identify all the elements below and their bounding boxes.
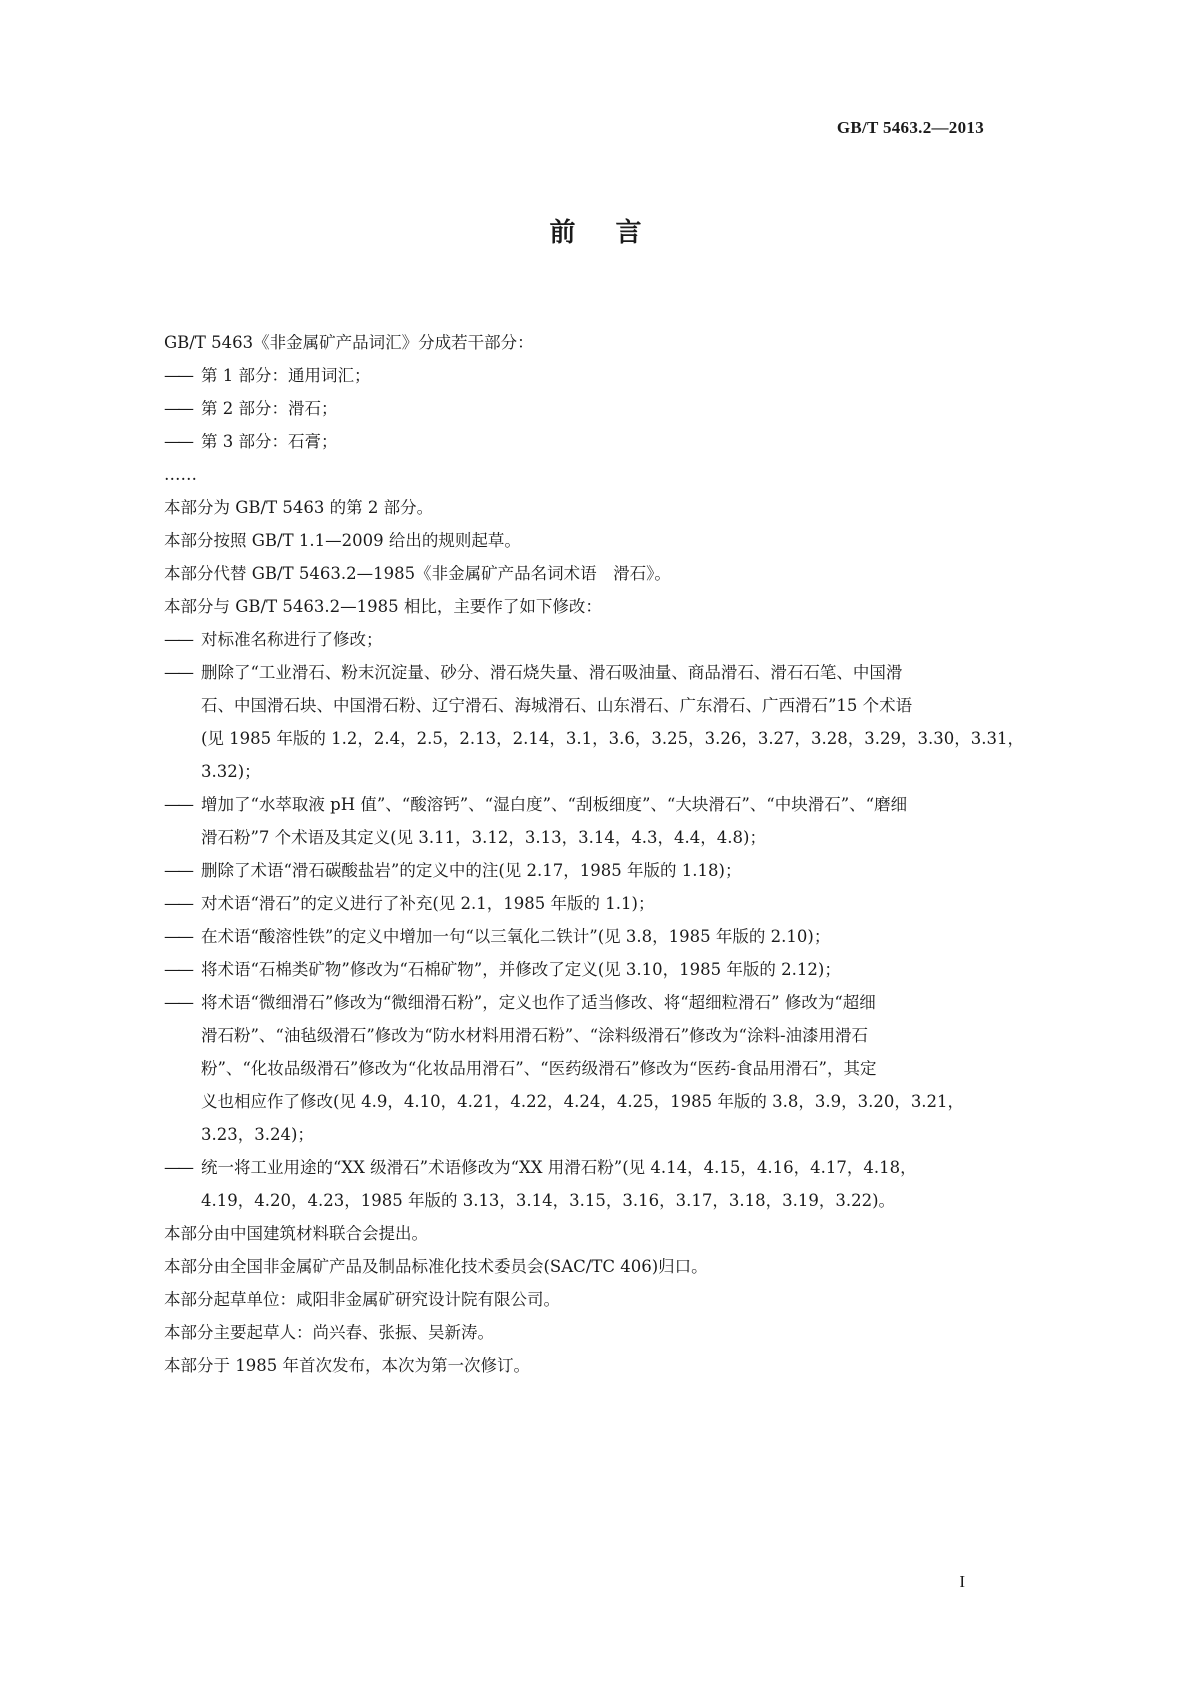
line-text: 石、中国滑石块、中国滑石粉、辽宁滑石、海城滑石、山东滑石、广东滑石、广西滑石”15 个术语 <box>201 696 913 715</box>
list-item <box>164 920 994 953</box>
line-text: GB/T 5463《非金属矿产品词汇》分成若干部分： <box>164 333 534 352</box>
list-item <box>164 887 994 920</box>
text-line <box>164 1349 994 1382</box>
line-text: 本部分代替 GB/T 5463.2—1985《非金属矿产品名词术语 滑石》。 <box>164 564 671 583</box>
line-text: 义也相应作了修改(见 4.9，4.10，4.21，4.22，4.24，4.25，1985 年版的 3.8，3.9，3.20，3.21， <box>201 1092 965 1111</box>
page-title: 前言 <box>549 218 682 248</box>
paragraph <box>164 491 994 524</box>
dash-marker: —— <box>164 399 191 418</box>
dash-marker: —— <box>164 861 191 880</box>
text-line <box>164 590 994 623</box>
standard-number: GB/T 5463.2—2013 <box>836 118 984 137</box>
text-line <box>164 953 994 986</box>
text-line <box>164 1052 994 1085</box>
dash-marker: —— <box>164 927 191 946</box>
text-line <box>164 623 994 656</box>
line-text: 滑石粉”7 个术语及其定义(见 3.11，3.12，3.13，3.14，4.3，4.4，4.8)； <box>201 828 766 847</box>
line-text: 滑石粉”、“油毡级滑石”修改为“防水材料用滑石粉”、“涂料级滑石”修改为“涂料-油漆用滑石 <box>201 1026 869 1045</box>
text-line <box>164 458 994 491</box>
line-text: 在术语“酸溶性铁”的定义中增加一句“以三氧化二铁计”(见 3.8，1985 年版的 2.10)； <box>201 927 831 946</box>
text-line <box>164 1316 994 1349</box>
line-text: 删除了“工业滑石、粉末沉淀量、砂分、滑石烧失量、滑石吸油量、商品滑石、滑石石笔、中国滑 <box>201 663 903 682</box>
paragraph <box>164 1349 994 1382</box>
line-text: 将术语“石棉类矿物”修改为“石棉矿物”，并修改了定义(见 3.10，1985 年版的 2.12)； <box>201 960 841 979</box>
text-line <box>164 491 994 524</box>
line-text: 4.19，4.20，4.23，1985 年版的 3.13，3.14，3.15，3.16，3.17，3.18，3.19，3.22)。 <box>201 1191 896 1210</box>
paragraph <box>164 524 994 557</box>
dash-marker: —— <box>164 894 191 913</box>
text-line <box>164 524 994 557</box>
dash-marker: —— <box>164 960 191 979</box>
line-text: 3.32)； <box>201 762 261 781</box>
line-text: 第 2 部分：滑石； <box>201 399 338 418</box>
list-item <box>164 359 994 392</box>
text-line <box>164 425 994 458</box>
paragraph <box>164 590 994 623</box>
text-line <box>164 986 994 1019</box>
text-line <box>164 1151 994 1184</box>
dash-marker: —— <box>164 366 191 385</box>
list-item <box>164 656 1025 788</box>
line-text: 粉”、“化妆品级滑石”修改为“化妆品用滑石”、“医药级滑石”修改为“医药-食品用滑石”，其定 <box>201 1059 877 1078</box>
paragraph <box>164 458 994 491</box>
list-item <box>164 986 994 1151</box>
text-line <box>164 887 994 920</box>
list-item <box>164 425 994 458</box>
list-item <box>164 1151 994 1217</box>
paragraph <box>164 326 994 359</box>
line-text: 本部分按照 GB/T 1.1—2009 给出的规则起草。 <box>164 531 521 550</box>
dash-marker: —— <box>164 630 191 649</box>
text-line <box>164 392 994 425</box>
line-text: 对标准名称进行了修改； <box>201 630 383 649</box>
text-line <box>164 689 994 722</box>
text-line <box>164 1085 994 1118</box>
text-line <box>164 788 994 821</box>
dash-marker: —— <box>164 795 191 814</box>
text-line <box>164 821 994 854</box>
line-text: 本部分由中国建筑材料联合会提出。 <box>164 1224 428 1243</box>
line-text: 3.23，3.24)； <box>201 1125 314 1144</box>
line-text: (见 1985 年版的 1.2，2.4，2.5，2.13，2.14，3.1，3.6，3.25，3.26，3.27，3.28，3.29，3.30，3.31， <box>201 729 1025 748</box>
dash-marker: —— <box>164 993 191 1012</box>
paragraph <box>164 1316 994 1349</box>
foreword-body <box>164 326 1025 1382</box>
list-item <box>164 953 994 986</box>
dash-marker: —— <box>164 432 191 451</box>
text-line <box>164 722 1025 755</box>
line-text: …… <box>164 465 197 484</box>
list-item <box>164 854 994 887</box>
line-text: 本部分与 GB/T 5463.2—1985 相比，主要作了如下修改： <box>164 597 602 616</box>
line-text: 第 1 部分：通用词汇； <box>201 366 371 385</box>
list-item <box>164 788 994 854</box>
line-text: 本部分为 GB/T 5463 的第 2 部分。 <box>164 498 434 517</box>
text-line <box>164 1283 994 1316</box>
line-text: 统一将工业用途的“XX 级滑石”术语修改为“XX 用滑石粉”(见 4.14，4.15，4.16，4.17，4.18， <box>201 1158 917 1177</box>
text-line <box>164 557 994 590</box>
list-item <box>164 392 994 425</box>
line-text: 本部分起草单位：咸阳非金属矿研究设计院有限公司。 <box>164 1290 560 1309</box>
paragraph <box>164 1283 994 1316</box>
dash-marker: —— <box>164 663 191 682</box>
paragraph <box>164 557 994 590</box>
line-text: 本部分于 1985 年首次发布，本次为第一次修订。 <box>164 1356 530 1375</box>
text-line <box>164 1250 994 1283</box>
text-line <box>164 920 994 953</box>
page-number: I <box>959 1572 965 1591</box>
list-item <box>164 623 994 656</box>
paragraph <box>164 1217 994 1250</box>
text-line <box>164 1217 994 1250</box>
text-line <box>164 854 994 887</box>
text-line <box>164 1019 994 1052</box>
line-text: 将术语“微细滑石”修改为“微细滑石粉”，定义也作了适当修改、将“超细粒滑石” 修改为“超细 <box>201 993 876 1012</box>
text-line <box>164 1184 994 1217</box>
line-text: 增加了“水萃取液 pH 值”、“酸溶钙”、“湿白度”、“刮板细度”、“大块滑石”、“中块滑石”、“磨细 <box>201 795 908 814</box>
line-text: 删除了术语“滑石碳酸盐岩”的定义中的注(见 2.17，1985 年版的 1.18)； <box>201 861 742 880</box>
text-line <box>164 359 994 392</box>
line-text: 第 3 部分：石膏； <box>201 432 338 451</box>
text-line <box>164 656 994 689</box>
line-text: 本部分由全国非金属矿产品及制品标准化技术委员会(SAC/TC 406)归口。 <box>164 1257 708 1276</box>
line-text: 对术语“滑石”的定义进行了补充(见 2.1，1985 年版的 1.1)； <box>201 894 655 913</box>
dash-marker: —— <box>164 1158 191 1177</box>
paragraph <box>164 1250 994 1283</box>
text-line <box>164 1118 994 1151</box>
text-line <box>164 326 994 359</box>
line-text: 本部分主要起草人：尚兴春、张振、吴新涛。 <box>164 1323 494 1342</box>
text-line <box>164 755 994 788</box>
